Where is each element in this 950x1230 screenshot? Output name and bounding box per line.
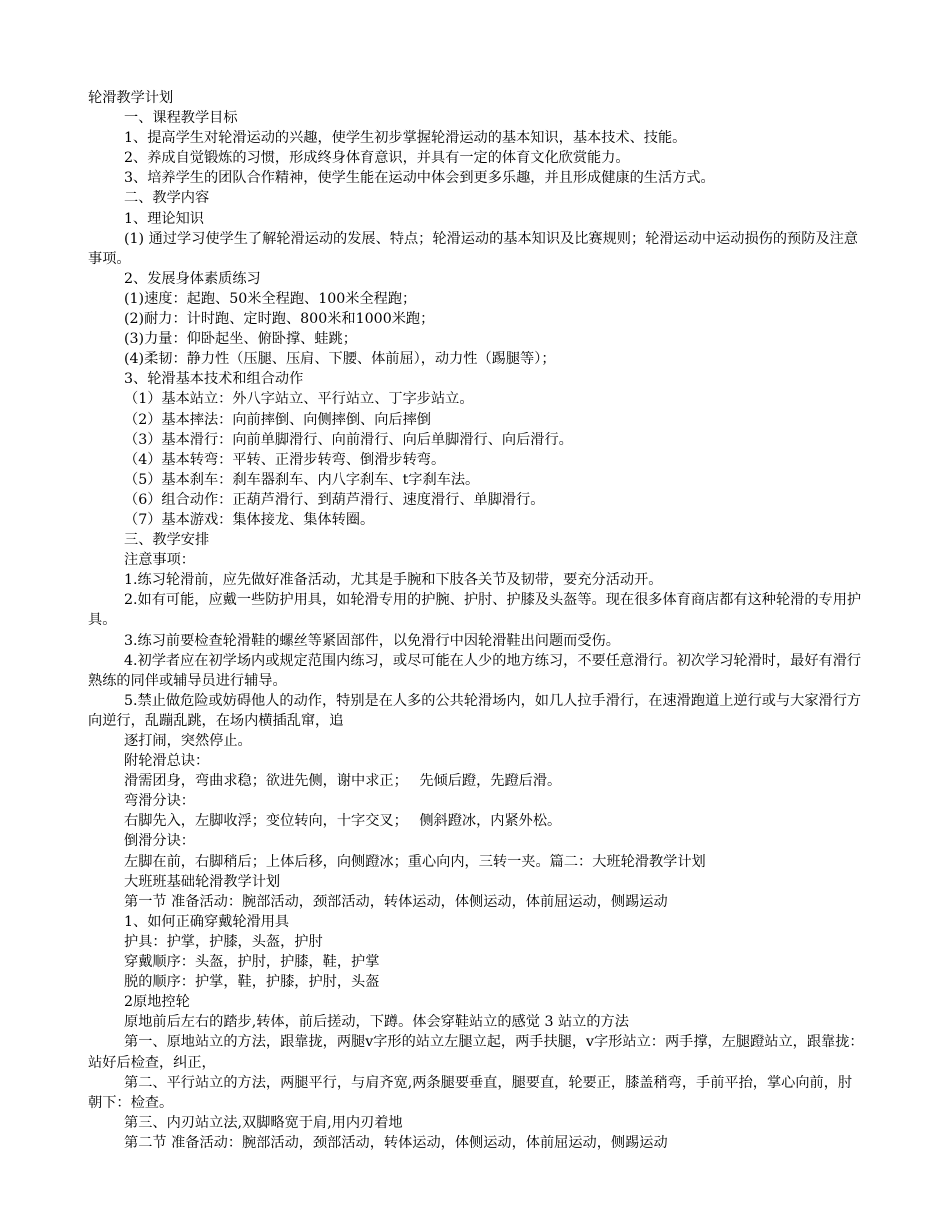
paragraph-line: (1)速度：起跑、50米全程跑、100米全程跑； (124, 290, 417, 307)
paragraph-line: 第一、原地站立的方法，跟靠拢，两腿v字形的站立左腿立起，两手扶腿，v字形站立：两手撑，左腿蹬站立，跟靠拢：站好后检查，纠正， (88, 1034, 864, 1071)
paragraph-line: 弯滑分诀： (124, 793, 195, 810)
paragraph-line: 穿戴顺序：头盔，护肘，护膝，鞋，护掌 (124, 954, 380, 971)
paragraph-line: 第一节 准备活动：腕部活动，颈部活动，转体运动，体侧运动，体前屈运动，侧踢运动 (124, 893, 668, 910)
document-lines (88, 108, 864, 1153)
paragraph-line: 一、课程教学目标 (124, 110, 238, 127)
paragraph-line: 4.初学者应在初学场内或规定范围内练习，或尽可能在人少的地方练习，不要任意滑行。初次学习轮滑时，最好有滑行熟练的同伴或辅导员进行辅导。 (88, 652, 862, 689)
paragraph-line: 注意事项： (124, 552, 195, 569)
paragraph-line: (1) 通过学习使学生了解轮滑运动的发展、特点；轮滑运动的基本知识及比赛规则；轮滑运动中运动损伤的预防及注意事项。 (88, 230, 858, 267)
paragraph-line: 5.禁止做危险或妨碍他人的动作，特别是在人多的公共轮滑场内，如几人拉手滑行，在速滑跑道上逆行或与大家滑行方向逆行，乱蹦乱跳，在场内横插乱窜，追 (88, 692, 862, 729)
paragraph-line: 原地前后左右的踏步,转体，前后搓动，下蹲。体会穿鞋站立的感觉 3 站立的方法 (124, 1014, 629, 1031)
paragraph-line: 3、培养学生的团队合作精神，使学生能在运动中体会到更多乐趣，并且形成健康的生活方式。 (124, 170, 715, 187)
paragraph-line: 1.练习轮滑前，应先做好准备活动，尤其是手腕和下肢各关节及韧带，要充分活动开。 (124, 572, 663, 589)
paragraph-line: （1）基本站立：外八字站立、平行站立、丁字步站立。 (124, 391, 474, 408)
paragraph-line: (2)耐力：计时跑、定时跑、800米和1000米跑； (124, 311, 435, 328)
paragraph-line: （5）基本刹车：刹车器刹车、内八字刹车、t字刹车法。 (124, 471, 480, 488)
paragraph-line: 第二节 准备活动：腕部活动，颈部活动，转体运动，体侧运动，体前屈运动，侧踢运动 (124, 1134, 668, 1151)
paragraph-line: 倒滑分诀： (124, 833, 195, 850)
paragraph-line: 三、教学安排 (124, 532, 210, 549)
paragraph-line: (3)力量：仰卧起坐、俯卧撑、蛙跳； (124, 331, 357, 348)
paragraph-line: 1、如何正确穿戴轮滑用具 (124, 913, 290, 930)
paragraph-line: 3.练习前要检查轮滑鞋的螺丝等紧固部件，以免滑行中因轮滑鞋出问题而受伤。 (124, 632, 620, 649)
paragraph-line: 护具：护掌，护膝，头盔，护肘 (124, 933, 323, 950)
paragraph-line: 2、养成自觉锻炼的习惯，形成终身体育意识，并具有一定的体育文化欣赏能力。 (124, 150, 630, 167)
paragraph-line: 1、理论知识 (124, 210, 204, 227)
paragraph-line: （4）基本转弯：平转、正滑步转弯、倒滑步转弯。 (124, 451, 446, 468)
paragraph-line: （6）组合动作：正葫芦滑行、到葫芦滑行、速度滑行、单脚滑行。 (124, 491, 545, 508)
paragraph-line: 大班班基础轮滑教学计划 (124, 873, 281, 890)
paragraph-line: (4)柔韧：静力性（压腿、压肩、下腰、体前屈），动力性（踢腿等）； (124, 351, 556, 368)
paragraph-line: 第三、内刃站立法,双脚略宽于肩,用内刃着地 (124, 1114, 403, 1131)
document-body (88, 88, 864, 1153)
paragraph-line: 2、发展身体素质练习 (124, 270, 261, 287)
paragraph-line: 右脚先入，左脚收浮；变位转向，十字交叉； 侧斜蹬冰，内紧外松。 (124, 813, 562, 830)
paragraph-line: 2原地控轮 (124, 994, 190, 1011)
paragraph-line: （2）基本摔法：向前摔倒、向侧摔倒、向后摔倒 (124, 411, 431, 428)
paragraph-line: 滑需团身，弯曲求稳；欲进先侧，谢中求正； 先倾后蹬，先蹬后滑。 (124, 773, 562, 790)
document-title: 轮滑教学计划 (88, 90, 174, 106)
paragraph-line: 二、教学内容 (124, 190, 210, 207)
paragraph-line: （7）基本游戏：集体接龙、集体转圈。 (124, 511, 375, 528)
paragraph-line: 脱的顺序：护掌，鞋，护膝，护肘，头盔 (124, 974, 380, 991)
paragraph-line: 第二、平行站立的方法，两腿平行，与肩齐宽,两条腿要垂直，腿要直，轮要正，膝盖稍弯，手前平抬，掌心向前，肘朝下：检查。 (88, 1074, 853, 1111)
paragraph-line: 3、轮滑基本技术和组合动作 (124, 371, 304, 388)
paragraph-line: 左脚在前，右脚稍后；上体后移，向侧蹬冰；重心向内，三转一夹。篇二：大班轮滑教学计划 (124, 853, 706, 870)
paragraph-line: （3）基本滑行：向前单脚滑行、向前滑行、向后单脚滑行、向后滑行。 (124, 431, 573, 448)
paragraph-line: 逐打闹，突然停止。 (124, 733, 252, 749)
paragraph-line: 2.如有可能，应戴一些防护用具，如轮滑专用的护腕、护肘、护膝及头盔等。现在很多体育商店都有这种轮滑的专用护具。 (88, 592, 862, 629)
paragraph-line: 1、提高学生对轮滑运动的兴趣，使学生初步掌握轮滑运动的基本知识，基本技术、技能。 (124, 130, 687, 147)
paragraph-line: 附轮滑总诀： (124, 753, 210, 770)
